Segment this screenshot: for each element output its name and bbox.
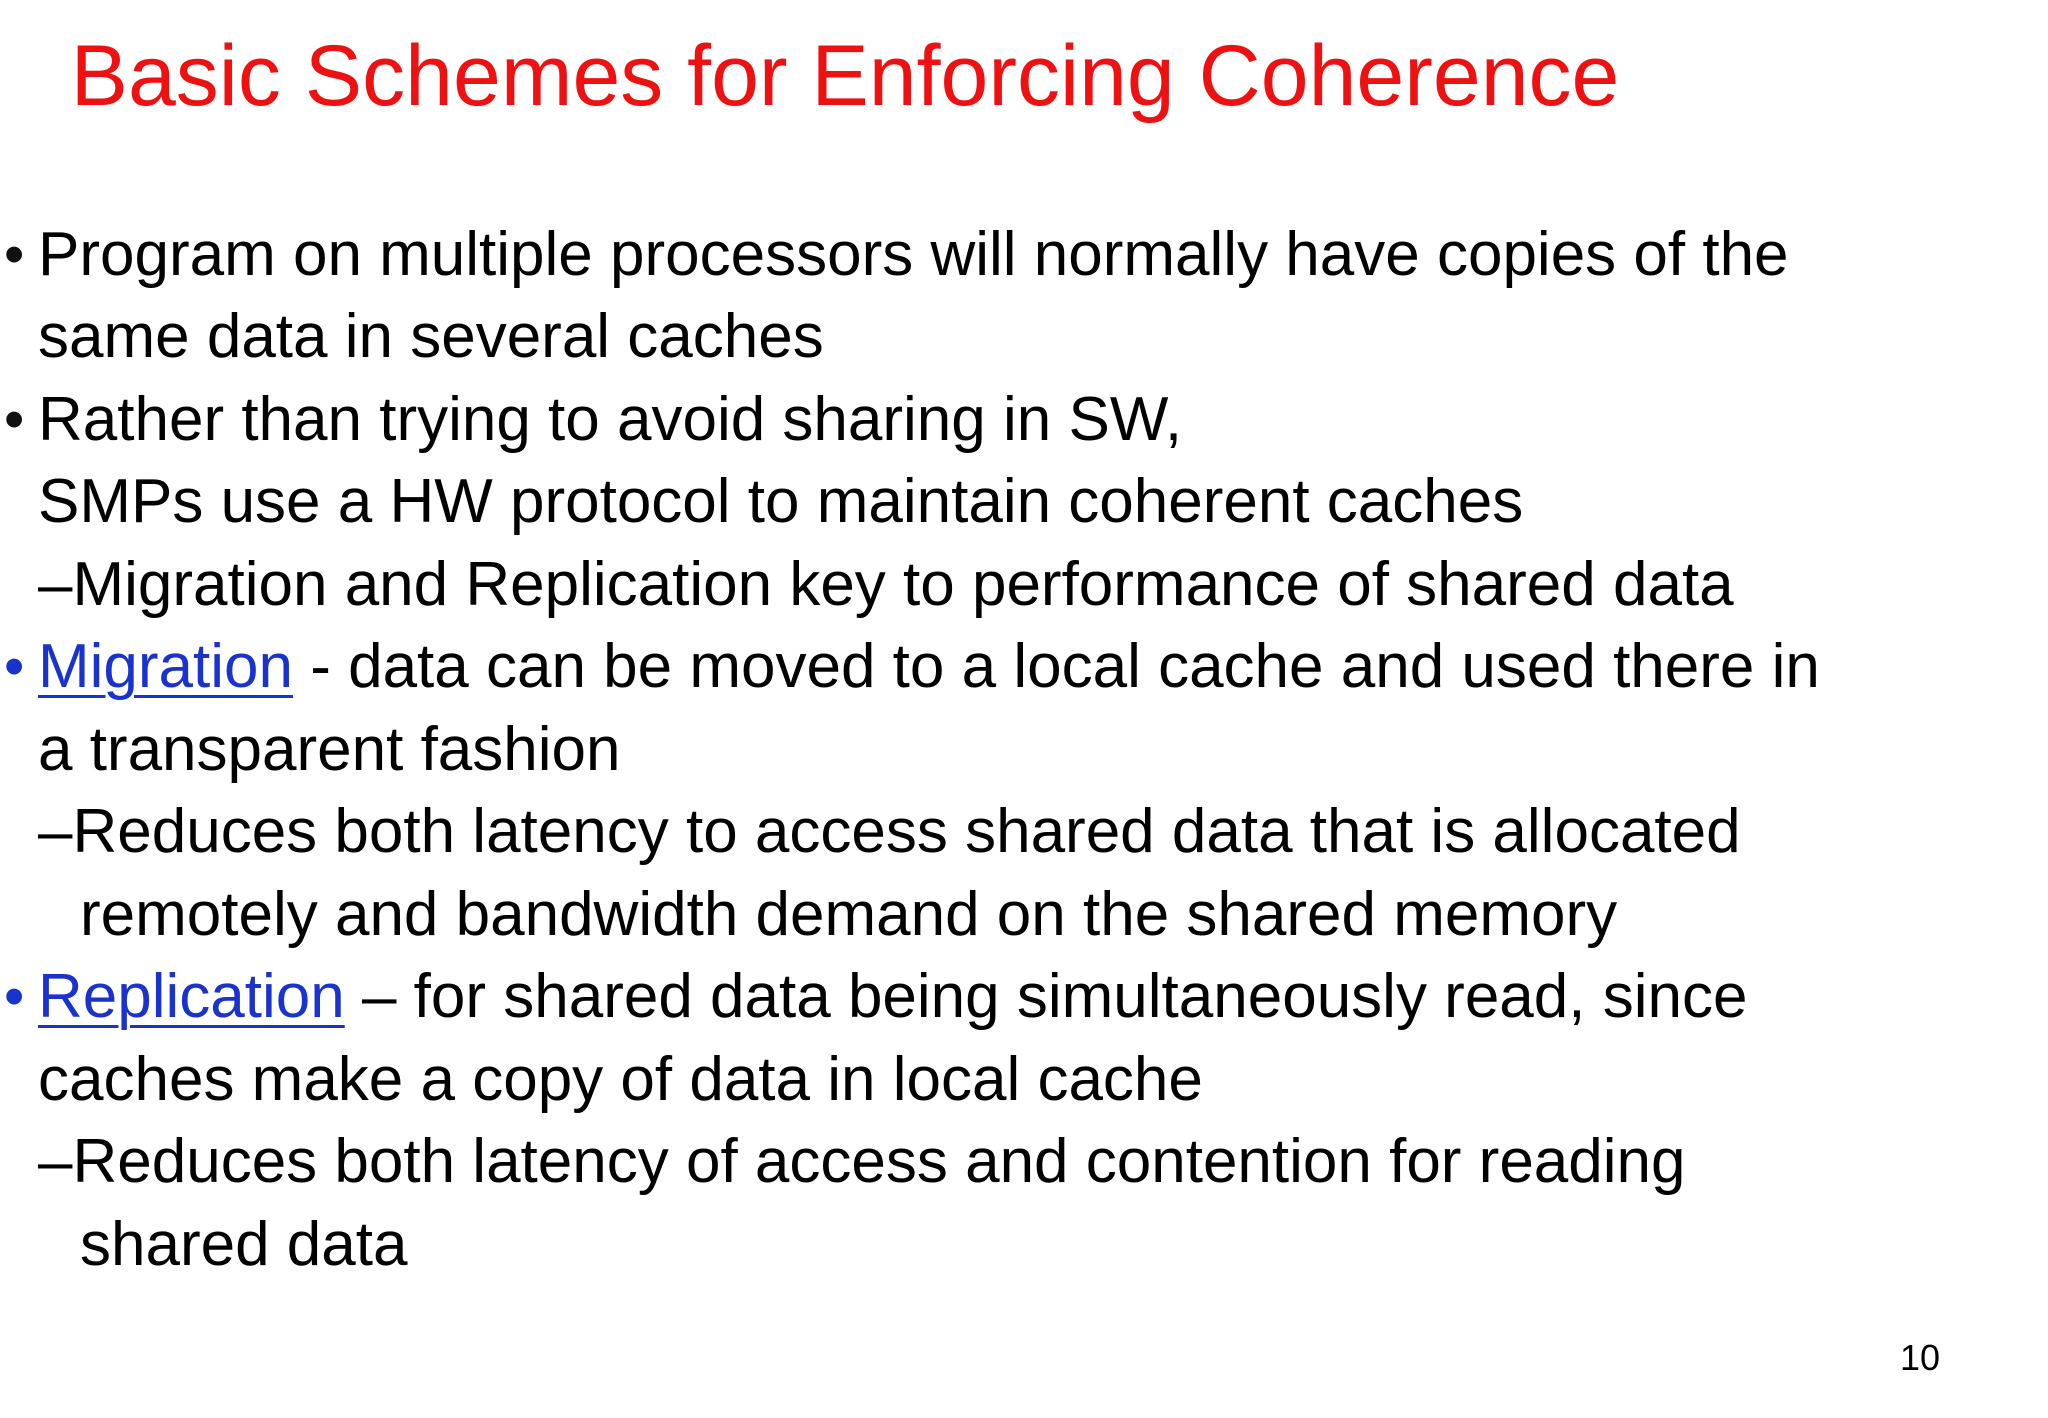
bullet-4-line-2: caches make a copy of data in local cache bbox=[38, 1045, 1203, 1114]
bullet-dot: • bbox=[4, 964, 25, 1029]
bullet-4-rest: – for shared data being simultaneously read, since bbox=[344, 962, 1748, 1031]
bullet-3-line-2: a transparent fashion bbox=[38, 715, 621, 784]
migration-link[interactable]: Migration bbox=[38, 632, 293, 701]
bullet-3-subitem-1-line-1: –Reduces both latency to access shared data that is allocated bbox=[38, 797, 1741, 866]
bullet-4-subitem-1-line-1: –Reduces both latency of access and contention for reading bbox=[38, 1127, 1686, 1196]
bullet-4-line-1 bbox=[38, 957, 1747, 1037]
bullet-1-line-2: same data in several caches bbox=[38, 302, 824, 371]
bullet-4-subitem-1-line-2: shared data bbox=[80, 1210, 408, 1279]
slide-title: Basic Schemes for Enforcing Coherence bbox=[70, 28, 1620, 124]
bullet-3-rest: - data can be moved to a local cache and used there in bbox=[293, 632, 1820, 701]
bullet-dot: • bbox=[4, 222, 25, 287]
bullet-3-line-1 bbox=[38, 627, 1820, 707]
bullet-2-line-1: Rather than trying to avoid sharing in SW, bbox=[38, 385, 1183, 454]
bullet-3-subitem-1-line-2: remotely and bandwidth demand on the shared memory bbox=[80, 880, 1618, 949]
bullet-dot: • bbox=[4, 387, 25, 452]
bullet-1-line-1: Program on multiple processors will normally have copies of the bbox=[38, 220, 1789, 289]
page-number: 10 bbox=[1900, 1337, 1941, 1378]
bullet-2-line-2: SMPs use a HW protocol to maintain coherent caches bbox=[38, 467, 1524, 536]
bullet-dot: • bbox=[4, 634, 25, 699]
replication-link[interactable]: Replication bbox=[38, 962, 345, 1031]
bullet-2-subitem-1: –Migration and Replication key to performance of shared data bbox=[38, 550, 1734, 619]
